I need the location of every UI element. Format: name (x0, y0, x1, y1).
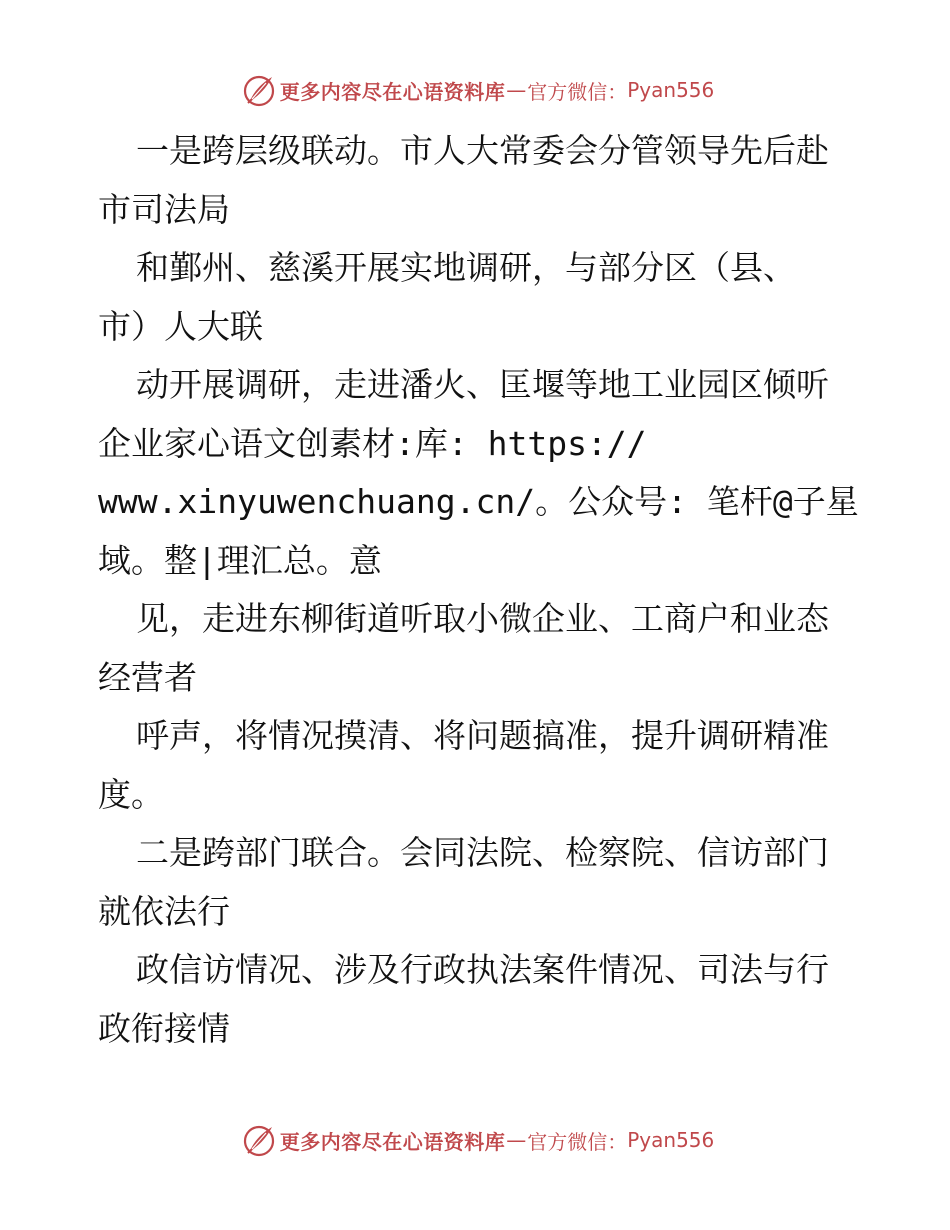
header-banner (0, 70, 950, 110)
text-line: 二是跨部门联合。会同法院、检察院、信访部门 (136, 833, 829, 872)
text-line: 见，走进东柳街道听取小微企业、工商户和业态 (136, 599, 829, 638)
text-line: 域。整|理汇总。意 (98, 540, 382, 580)
banner-wechat-label: 官方微信： (527, 79, 628, 104)
header-banner-content (242, 73, 715, 107)
text-line: 度。 (98, 774, 164, 814)
footer-banner-content (242, 1123, 715, 1157)
banner-dash: — (506, 1128, 527, 1152)
text-line: 就依法行 (98, 891, 230, 931)
text-line: 政信访情况、涉及行政执法案件情况、司法与行 (136, 950, 829, 989)
text-line: 经营者 (98, 657, 197, 697)
text-line: 企业家心语文创素材:库: https:// (98, 423, 647, 463)
banner-wechat-label: 官方微信： (527, 1129, 628, 1154)
text-line: 市司法局 (98, 189, 230, 229)
document-body (98, 122, 918, 1058)
feather-pen-icon (242, 73, 276, 107)
feather-pen-icon (242, 1123, 276, 1157)
footer-banner (0, 1120, 950, 1160)
banner-wechat-id: Pyan556 (627, 78, 715, 102)
text-line: 一是跨层级联动。市人大常委会分管领导先后赴 (136, 131, 829, 170)
text-line: 政衔接情 (98, 1008, 230, 1048)
banner-wechat-id: Pyan556 (627, 1128, 715, 1152)
banner-title: 更多内容尽在心语资料库 (279, 1129, 506, 1154)
text-line: www.xinyuwenchuang.cn/。公众号: 笔杆@子星 (98, 482, 859, 521)
banner-title: 更多内容尽在心语资料库 (279, 79, 506, 104)
text-line: 和鄞州、慈溪开展实地调研，与部分区（县、 (136, 248, 796, 287)
text-line: 呼声，将情况摸清、将问题搞准，提升调研精准 (136, 716, 829, 755)
text-line: 市）人大联 (98, 306, 263, 346)
banner-dash: — (506, 78, 527, 102)
text-line: 动开展调研，走进潘火、匡堰等地工业园区倾听 (136, 365, 829, 404)
